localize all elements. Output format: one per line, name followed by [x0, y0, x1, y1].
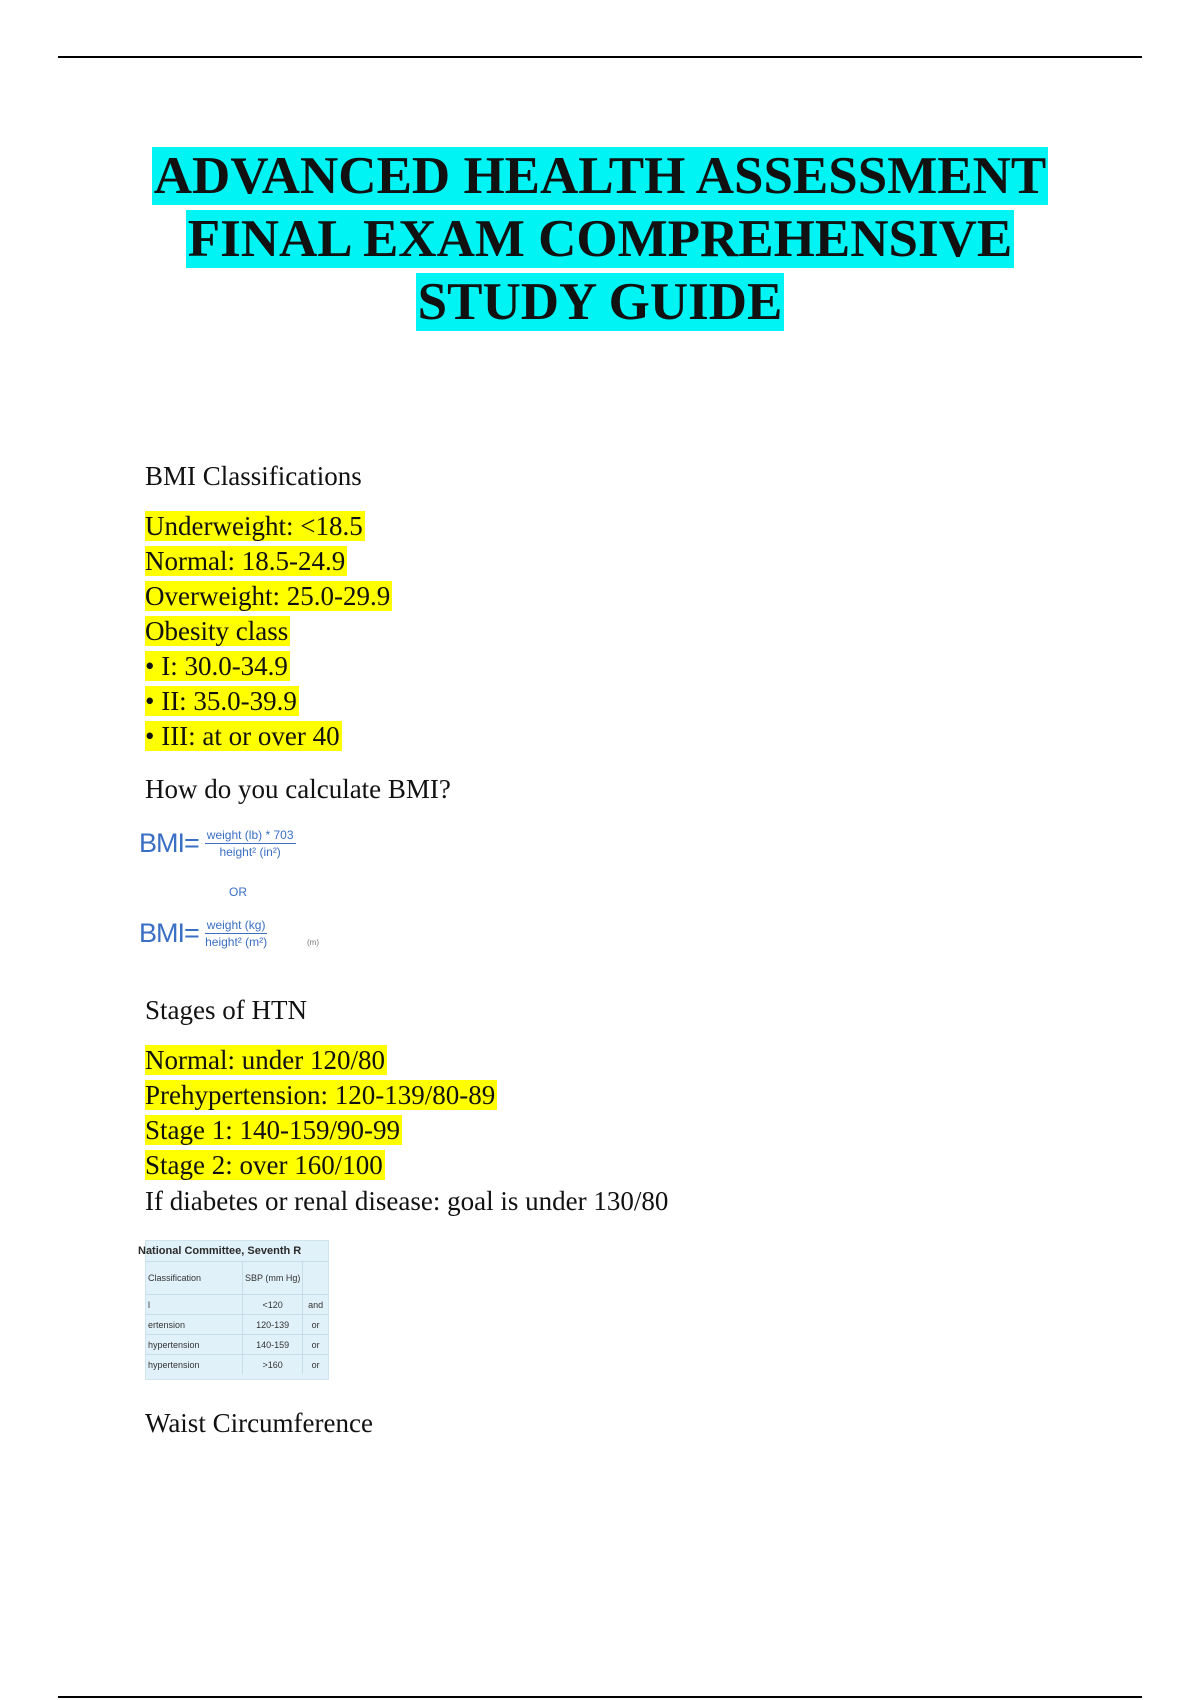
- waist-circumference-heading: Waist Circumference: [145, 1408, 373, 1438]
- formula-denominator: height² (m²): [205, 935, 268, 949]
- list-item: Obesity class: [145, 616, 289, 646]
- list-item: • I: 30.0-34.9: [145, 651, 288, 681]
- list-item: Prehypertension: 120-139/80-89: [145, 1080, 496, 1110]
- table-header-cell: Classification: [146, 1262, 243, 1295]
- bmi-classifications-heading: BMI Classifications: [145, 461, 362, 491]
- header-rule: [58, 56, 1142, 58]
- table-cell: l: [146, 1295, 243, 1315]
- table-cell: or: [303, 1315, 328, 1335]
- list-item: Overweight: 25.0-29.9: [145, 581, 391, 611]
- formula-lhs: BMI=: [139, 918, 199, 948]
- table-cell: or: [303, 1355, 328, 1375]
- table-cell: or: [303, 1335, 328, 1355]
- bmi-formula-imperial: [139, 827, 296, 860]
- list-item: Stage 2: over 160/100: [145, 1150, 383, 1180]
- bmi-calc-heading: How do you calculate BMI?: [145, 774, 451, 804]
- table-header-row: [146, 1262, 328, 1295]
- title-line-1: ADVANCED HEALTH ASSESSMENT: [153, 147, 1047, 205]
- list-item: Normal: 18.5-24.9: [145, 546, 346, 576]
- formula-fraction: [205, 827, 296, 860]
- formula-lhs: BMI=: [139, 828, 199, 858]
- list-item: Stage 1: 140-159/90-99: [145, 1115, 400, 1145]
- table-row: [146, 1315, 328, 1335]
- bmi-classifications-list: [145, 509, 392, 754]
- list-item: Normal: under 120/80: [145, 1045, 385, 1075]
- table-cell: 120-139: [243, 1315, 303, 1335]
- table-cell: and: [303, 1295, 328, 1315]
- table-cell: hypertension: [146, 1355, 243, 1375]
- jnc-table-image: [138, 1240, 329, 1380]
- table-cell: 140-159: [243, 1335, 303, 1355]
- table-header-cell: [303, 1262, 328, 1295]
- table-header-cell: SBP (mm Hg): [243, 1262, 303, 1295]
- table-cell: >160: [243, 1355, 303, 1375]
- title-line-2: FINAL EXAM COMPREHENSIVE: [187, 210, 1013, 268]
- list-item: • II: 35.0-39.9: [145, 686, 297, 716]
- title-line-3: STUDY GUIDE: [417, 273, 783, 331]
- formula-numerator: weight (lb) * 703: [206, 828, 294, 842]
- table-row: [146, 1355, 328, 1375]
- formula-tiny-note: (m): [307, 938, 319, 947]
- bmi-formula-metric: [139, 917, 267, 950]
- list-item: • III: at or over 40: [145, 721, 340, 751]
- bmi-formula-image: [139, 822, 335, 962]
- jnc-table-title: National Committee, Seventh R: [138, 1245, 302, 1257]
- formula-fraction: [205, 917, 268, 950]
- htn-stages-list: [145, 1043, 497, 1183]
- table-row: [146, 1335, 328, 1355]
- formula-denominator: height² (in²): [219, 845, 281, 859]
- formula-numerator: weight (kg): [206, 918, 266, 932]
- formula-or-label: OR: [229, 885, 247, 899]
- footer-rule: [58, 1696, 1142, 1698]
- jnc-table: [146, 1261, 328, 1374]
- list-item: Underweight: <18.5: [145, 511, 363, 541]
- table-cell: hypertension: [146, 1335, 243, 1355]
- table-cell: <120: [243, 1295, 303, 1315]
- table-row: [146, 1295, 328, 1315]
- table-cell: ertension: [146, 1315, 243, 1335]
- document-title: [0, 145, 1200, 334]
- htn-goal-note: If diabetes or renal disease: goal is under 130/80: [145, 1186, 669, 1216]
- htn-stages-heading: Stages of HTN: [145, 995, 307, 1025]
